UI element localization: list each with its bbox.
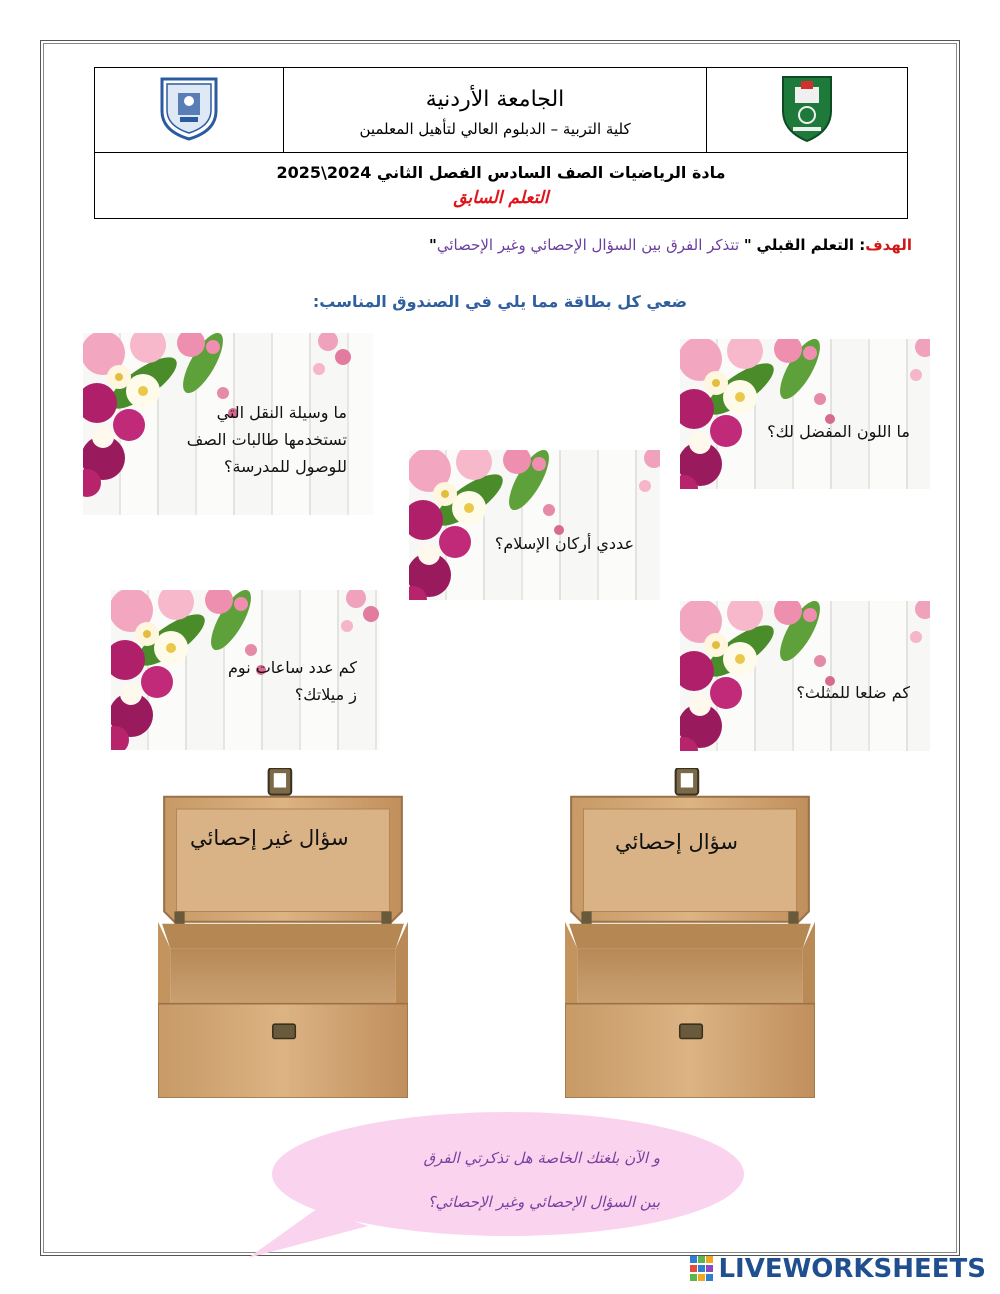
university-name: الجامعة الأردنية — [425, 86, 565, 112]
liveworksheets-grid-icon — [690, 1256, 714, 1282]
section-title: التعلم السابق — [453, 188, 549, 208]
goal-label: التعلم القبلي — [756, 236, 854, 254]
card-sleep-text: كم عدد ساعات نوم ز ميلاتك؟ — [228, 658, 357, 704]
education-college-logo-cell — [95, 68, 284, 153]
liveworksheets-wordmark: LIVEWORKSHEETS — [718, 1254, 986, 1284]
subject-line: مادة الرياضيات الصف السادس الفصل الثاني 2024\2025 — [276, 163, 726, 182]
goal-quote-open: " — [743, 236, 752, 254]
card-transport-text: ما وسيلة النقل التي تستخدمها طالبات الصف للوصول للمدرسة؟ — [186, 403, 347, 476]
wooden-box-icon — [565, 768, 815, 1098]
goal-key: الهدف — [865, 236, 912, 254]
instruction-text: ضعي كل بطاقة مما يلي في الصندوق المناسب: — [312, 292, 688, 311]
flower-decoration-icon — [680, 339, 930, 489]
wooden-box-icon — [158, 768, 408, 1098]
university-title-cell — [283, 68, 707, 153]
reflection-speech-bubble — [248, 1108, 760, 1258]
box-statistical-label: سؤال إحصائي — [615, 830, 738, 854]
header-table — [94, 67, 908, 219]
card-triangle-text: كم ضلعا للمثلث؟ — [796, 683, 910, 702]
college-name: كلية التربية – الدبلوم العالي لتأهيل المعلمين — [359, 119, 631, 138]
bubble-line-1: و الآن بلغتك الخاصة هل تذكرتي الفرق — [423, 1149, 660, 1167]
card-transport-question[interactable] — [83, 333, 373, 515]
speech-bubble-shape — [248, 1108, 760, 1258]
card-sleep-question[interactable] — [111, 590, 379, 750]
goal-line: الهدف: التعلم القبلي " تتذكر الفرق بين السؤال الإحصائي وغير الإحصائي" — [429, 236, 912, 254]
college-shield-logo-icon — [158, 75, 220, 141]
card-pillars-question[interactable] — [409, 450, 660, 600]
university-logo-cell — [707, 68, 908, 153]
goal-quote-close: " — [429, 236, 437, 254]
card-color-text: ما اللون المفضل لك؟ — [767, 422, 910, 441]
box-non-statistical-label: سؤال غير إحصائي — [190, 826, 349, 850]
flower-decoration-icon — [680, 601, 930, 751]
subject-cell — [95, 153, 908, 219]
flower-decoration-icon — [409, 450, 660, 600]
liveworksheets-logo[interactable] — [690, 1254, 986, 1284]
card-pillars-text: عددي أركان الإسلام؟ — [494, 534, 634, 553]
box-non-statistical[interactable] — [158, 768, 408, 1102]
box-statistical[interactable] — [565, 768, 815, 1102]
card-color-question[interactable] — [680, 339, 930, 489]
bubble-line-2: بين السؤال الإحصائي وغير الإحصائي؟ — [427, 1193, 660, 1211]
card-triangle-question[interactable] — [680, 601, 930, 751]
university-emblem-logo-icon — [779, 73, 835, 143]
goal-text: تتذكر الفرق بين السؤال الإحصائي وغير الإحصائي — [436, 236, 740, 254]
